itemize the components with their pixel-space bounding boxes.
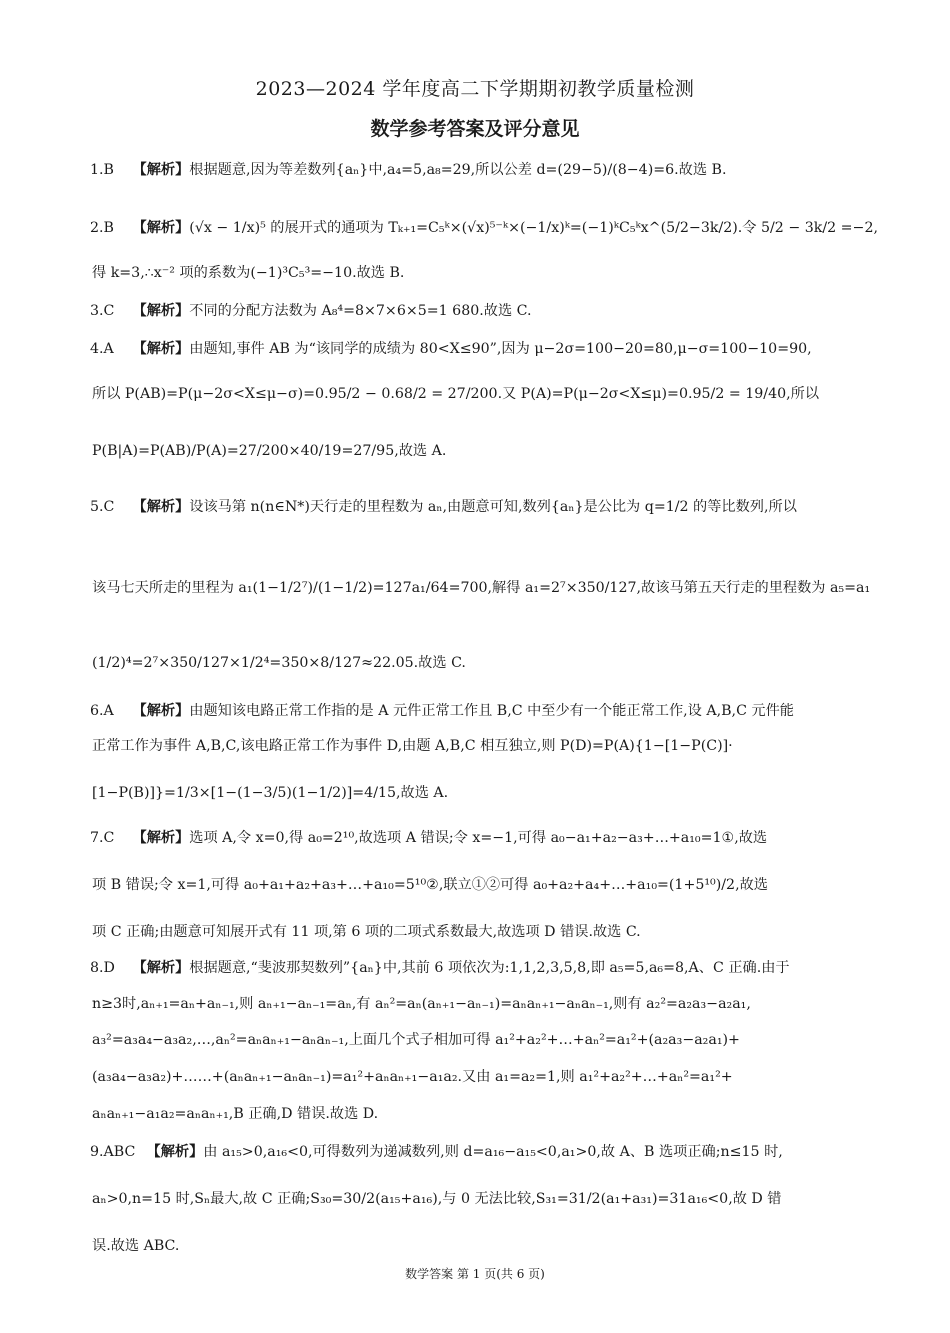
answer-7-line-1: 7.C 【解析】选项 A,令 x=0,得 a₀=2¹⁰,故选项 A 错误;令 x=−1,可得 a₀−a₁+a₂−a₃+…+a₁₀=1①,故选 [90,830,768,846]
answer-7-line-3: 项 C 正确;由题意可知展开式有 11 项,第 6 项的二项式系数最大,故选项 D 错误.故选 C. [92,924,641,940]
page-footer: 数学答案 第 1 页(共 6 页) [405,1267,545,1281]
answer-8-line-5: aₙaₙ₊₁−a₁a₂=aₙaₙ₊₁,B 正确,D 错误.故选 D. [92,1106,379,1122]
answer-8-line-3: a₃²=a₃a₄−a₃a₂,…,aₙ²=aₙaₙ₊₁−aₙaₙ₋₁,上面几个式子相加可得 a₁²+a₂²+…+aₙ²=a₁²+(a₂a₃−a₂a₁)+ [92,1032,740,1048]
answer-5-line-3: (1/2)⁴=2⁷×350/127×1/2⁴=350×8/127≈22.05.故选 C. [92,655,466,671]
answer-8-line-4: (a₃a₄−a₃a₂)+……+(aₙaₙ₊₁−aₙaₙ₋₁)=a₁²+aₙaₙ₊₁−a₁a₂.又由 a₁=a₂=1,则 a₁²+a₂²+…+aₙ²=a₁²+ [92,1069,733,1085]
answer-5-line-2: 该马七天所走的里程为 a₁(1−1/2⁷)/(1−1/2)=127a₁/64=700,解得 a₁=2⁷×350/127,故该马第五天行走的里程数为 a₅=a₁ [92,580,871,596]
page-subtitle: 数学参考答案及评分意见 [370,118,580,140]
page-title: 2023—2024 学年度高二下学期期初教学质量检测 [255,78,695,100]
answer-9-line-3: 误.故选 ABC. [92,1238,180,1254]
answer-6-line-1: 6.A 【解析】由题知该电路正常工作指的是 A 元件正常工作且 B,C 中至少有一个能正常工作,设 A,B,C 元件能 [90,703,794,719]
answer-4-line-1: 4.A 【解析】由题知,事件 AB 为“该同学的成绩为 80<X≤90”,因为 μ−2σ=100−20=80,μ−σ=100−10=90, [90,341,812,357]
answer-6-line-3: [1−P(B)]}=1/3×[1−(1−3/5)(1−1/2)]=4/15,故选 A. [92,785,449,801]
answer-9-line-2: aₙ>0,n=15 时,Sₙ最大,故 C 正确;S₃₀=30/2(a₁₅+a₁₆),与 0 无法比较,S₃₁=31/2(a₁+a₃₁)=31a₁₆<0,故 D 错 [92,1191,782,1207]
answer-4-line-3: P(B|A)=P(AB)/P(A)=27/200×40/19=27/95,故选 A. [92,443,447,459]
answer-2-line-2: 得 k=3,∴x⁻² 项的系数为(−1)³C₅³=−10.故选 B. [92,265,405,281]
answer-2-line-1: 2.B 【解析】(√x − 1/x)⁵ 的展开式的通项为 Tₖ₊₁=C₅ᵏ×(√x)⁵⁻ᵏ×(−1/x)ᵏ=(−1)ᵏC₅ᵏx^(5/2−3k/2).令 5/2 − 3k/2 =−2, [90,220,878,236]
answer-9-line-1: 9.ABC 【解析】由 a₁₅>0,a₁₆<0,可得数列为递减数列,则 d=a₁₆−a₁₅<0,a₁>0,故 A、B 选项正确;n≤15 时, [90,1144,783,1160]
answer-5-line-1: 5.C 【解析】设该马第 n(n∈N*)天行走的里程数为 aₙ,由题意可知,数列{aₙ}是公比为 q=1/2 的等比数列,所以 [90,499,797,515]
answer-6-line-2: 正常工作为事件 A,B,C,该电路正常工作为事件 D,由题 A,B,C 相互独立,则 P(D)=P(A){1−[1−P(C)]· [92,738,733,754]
answer-8-line-2: n≥3时,aₙ₊₁=aₙ+aₙ₋₁,则 aₙ₊₁−aₙ₋₁=aₙ,有 aₙ²=aₙ(aₙ₊₁−aₙ₋₁)=aₙaₙ₊₁−aₙaₙ₋₁,则有 a₂²=a₂a₃−a₂a₁, [92,996,751,1012]
answer-8-line-1: 8.D 【解析】根据题意,“斐波那契数列”{aₙ}中,其前 6 项依次为:1,1,2,3,5,8,即 a₅=5,a₆=8,A、C 正确.由于 [90,960,790,976]
answer-7-line-2: 项 B 错误;令 x=1,可得 a₀+a₁+a₂+a₃+…+a₁₀=5¹⁰②,联立①②可得 a₀+a₂+a₄+…+a₁₀=(1+5¹⁰)/2,故选 [92,877,768,893]
answer-1-line-1: 1.B 【解析】根据题意,因为等差数列{aₙ}中,a₄=5,a₈=29,所以公差 d=(29−5)/(8−4)=6.故选 B. [90,162,727,178]
answer-4-line-2: 所以 P(AB)=P(μ−2σ<X≤μ−σ)=0.95/2 − 0.68/2 = 27/200.又 P(A)=P(μ−2σ<X≤μ)=0.95/2 = 19/40,所以 [92,386,820,402]
answer-3-line-1: 3.C 【解析】不同的分配方法数为 A₈⁴=8×7×6×5=1 680.故选 C. [90,303,532,319]
